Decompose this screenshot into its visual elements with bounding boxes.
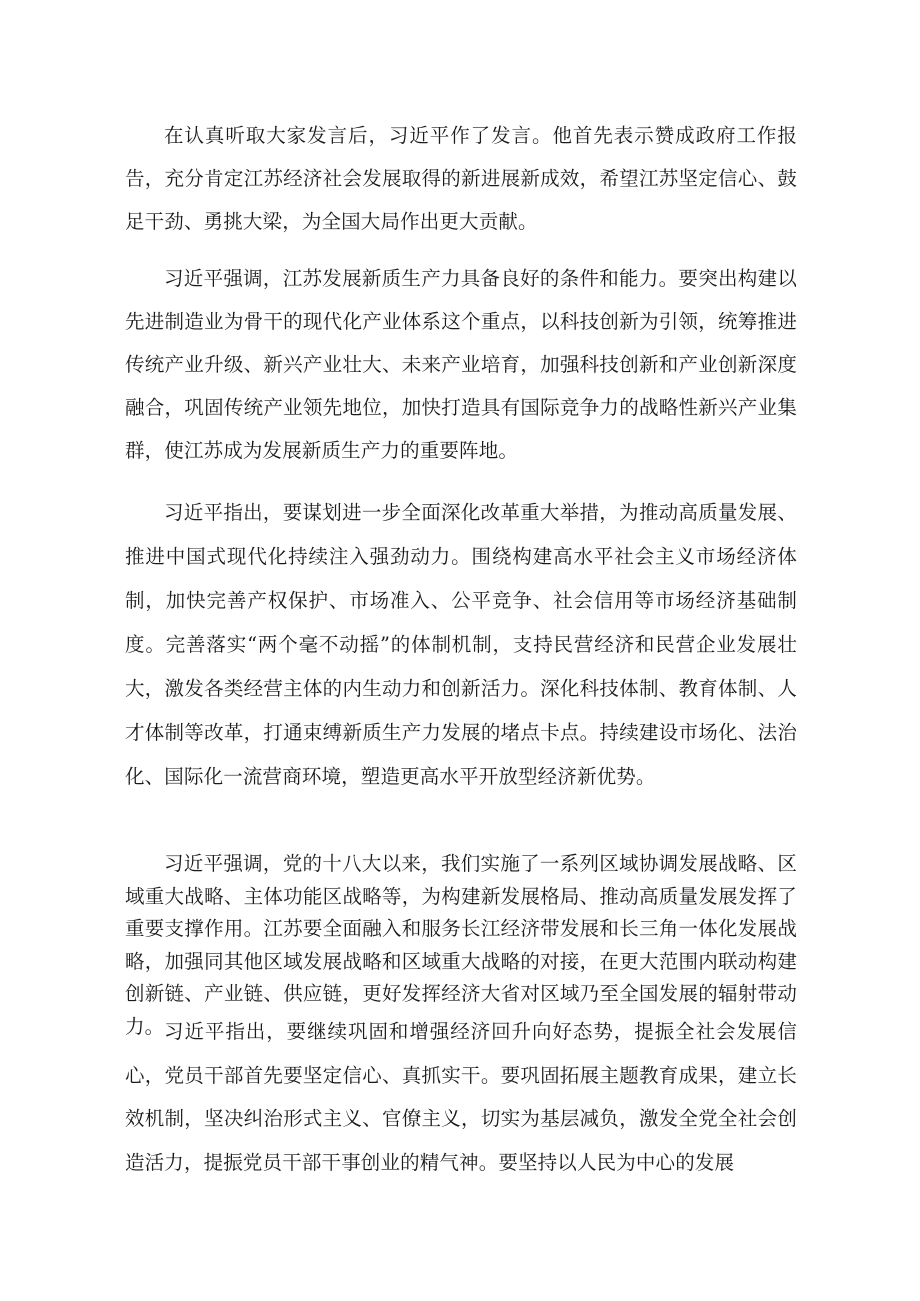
paragraph-2: 习近平强调，江苏发展新质生产力具备良好的条件和能力。要突出构建以先进制造业为骨干的现代化产业体系这个重点，以科技创新为引领，统筹推进传统产业升级、新兴产业壮大、未来产业培育，加强科技创新和产业创新深度融合，巩固传统产业领先地位，加快打造具有国际竞争力的战略性新兴产业集群，使江苏成为发展新质生产力的重要阵地。 bbox=[125, 267, 797, 462]
paragraph-3: 习近平指出，要谋划进一步全面深化改革重大举措，为推动高质量发展、推进中国式现代化持续注入强劲动力。围绕构建高水平社会主义市场经济体制，加快完善产权保护、市场准入、公平竞争、社会信用等市场经济基础制度。完善落实“两个毫不动摇”的体制机制，支持民营经济和民营企业发展壮大，激发各类经营主体的内生动力和创新活力。深化科技体制、教育体制、人才体制等改革，打通束缚新质生产力发展的堵点卡点。持续建设市场化、法治化、国际化一流营商环境，塑造更高水平开放型经济新优势。 bbox=[125, 501, 797, 788]
paragraph-4: 习近平强调，党的十八大以来，我们实施了一系列区域协调发展战略、区域重大战略、主体功能区战略等，为构建新发展格局、推动高质量发展发挥了重要支撑作用。江苏要全面融入和服务长江经济带发展和长三角一体化发展战略，加强同其他区域发展战略和区域重大战略的对接，在更大范围内联动构建创新链、产业链、供应链，更好发挥经济大省对区域乃至全国发展的辐射带动力。 bbox=[125, 852, 797, 1038]
paragraph-1: 在认真听取大家发言后，习近平作了发言。他首先表示赞成政府工作报告，充分肯定江苏经济社会发展取得的新进展新成效，希望江苏坚定信心、鼓足干劲、勇挑大梁，为全国大局作出更大贡献。 bbox=[125, 124, 797, 233]
paragraph-5: 习近平指出，要继续巩固和增强经济回升向好态势，提振全社会发展信心，党员干部首先要坚定信心、真抓实干。要巩固拓展主题教育成果，建立长效机制，坚决纠治形式主义、官僚主义，切实为基层减负，激发全党全社会创造活力，提振党员干部干事创业的精气神。要坚持以人民为中心的发展 bbox=[125, 1020, 797, 1174]
